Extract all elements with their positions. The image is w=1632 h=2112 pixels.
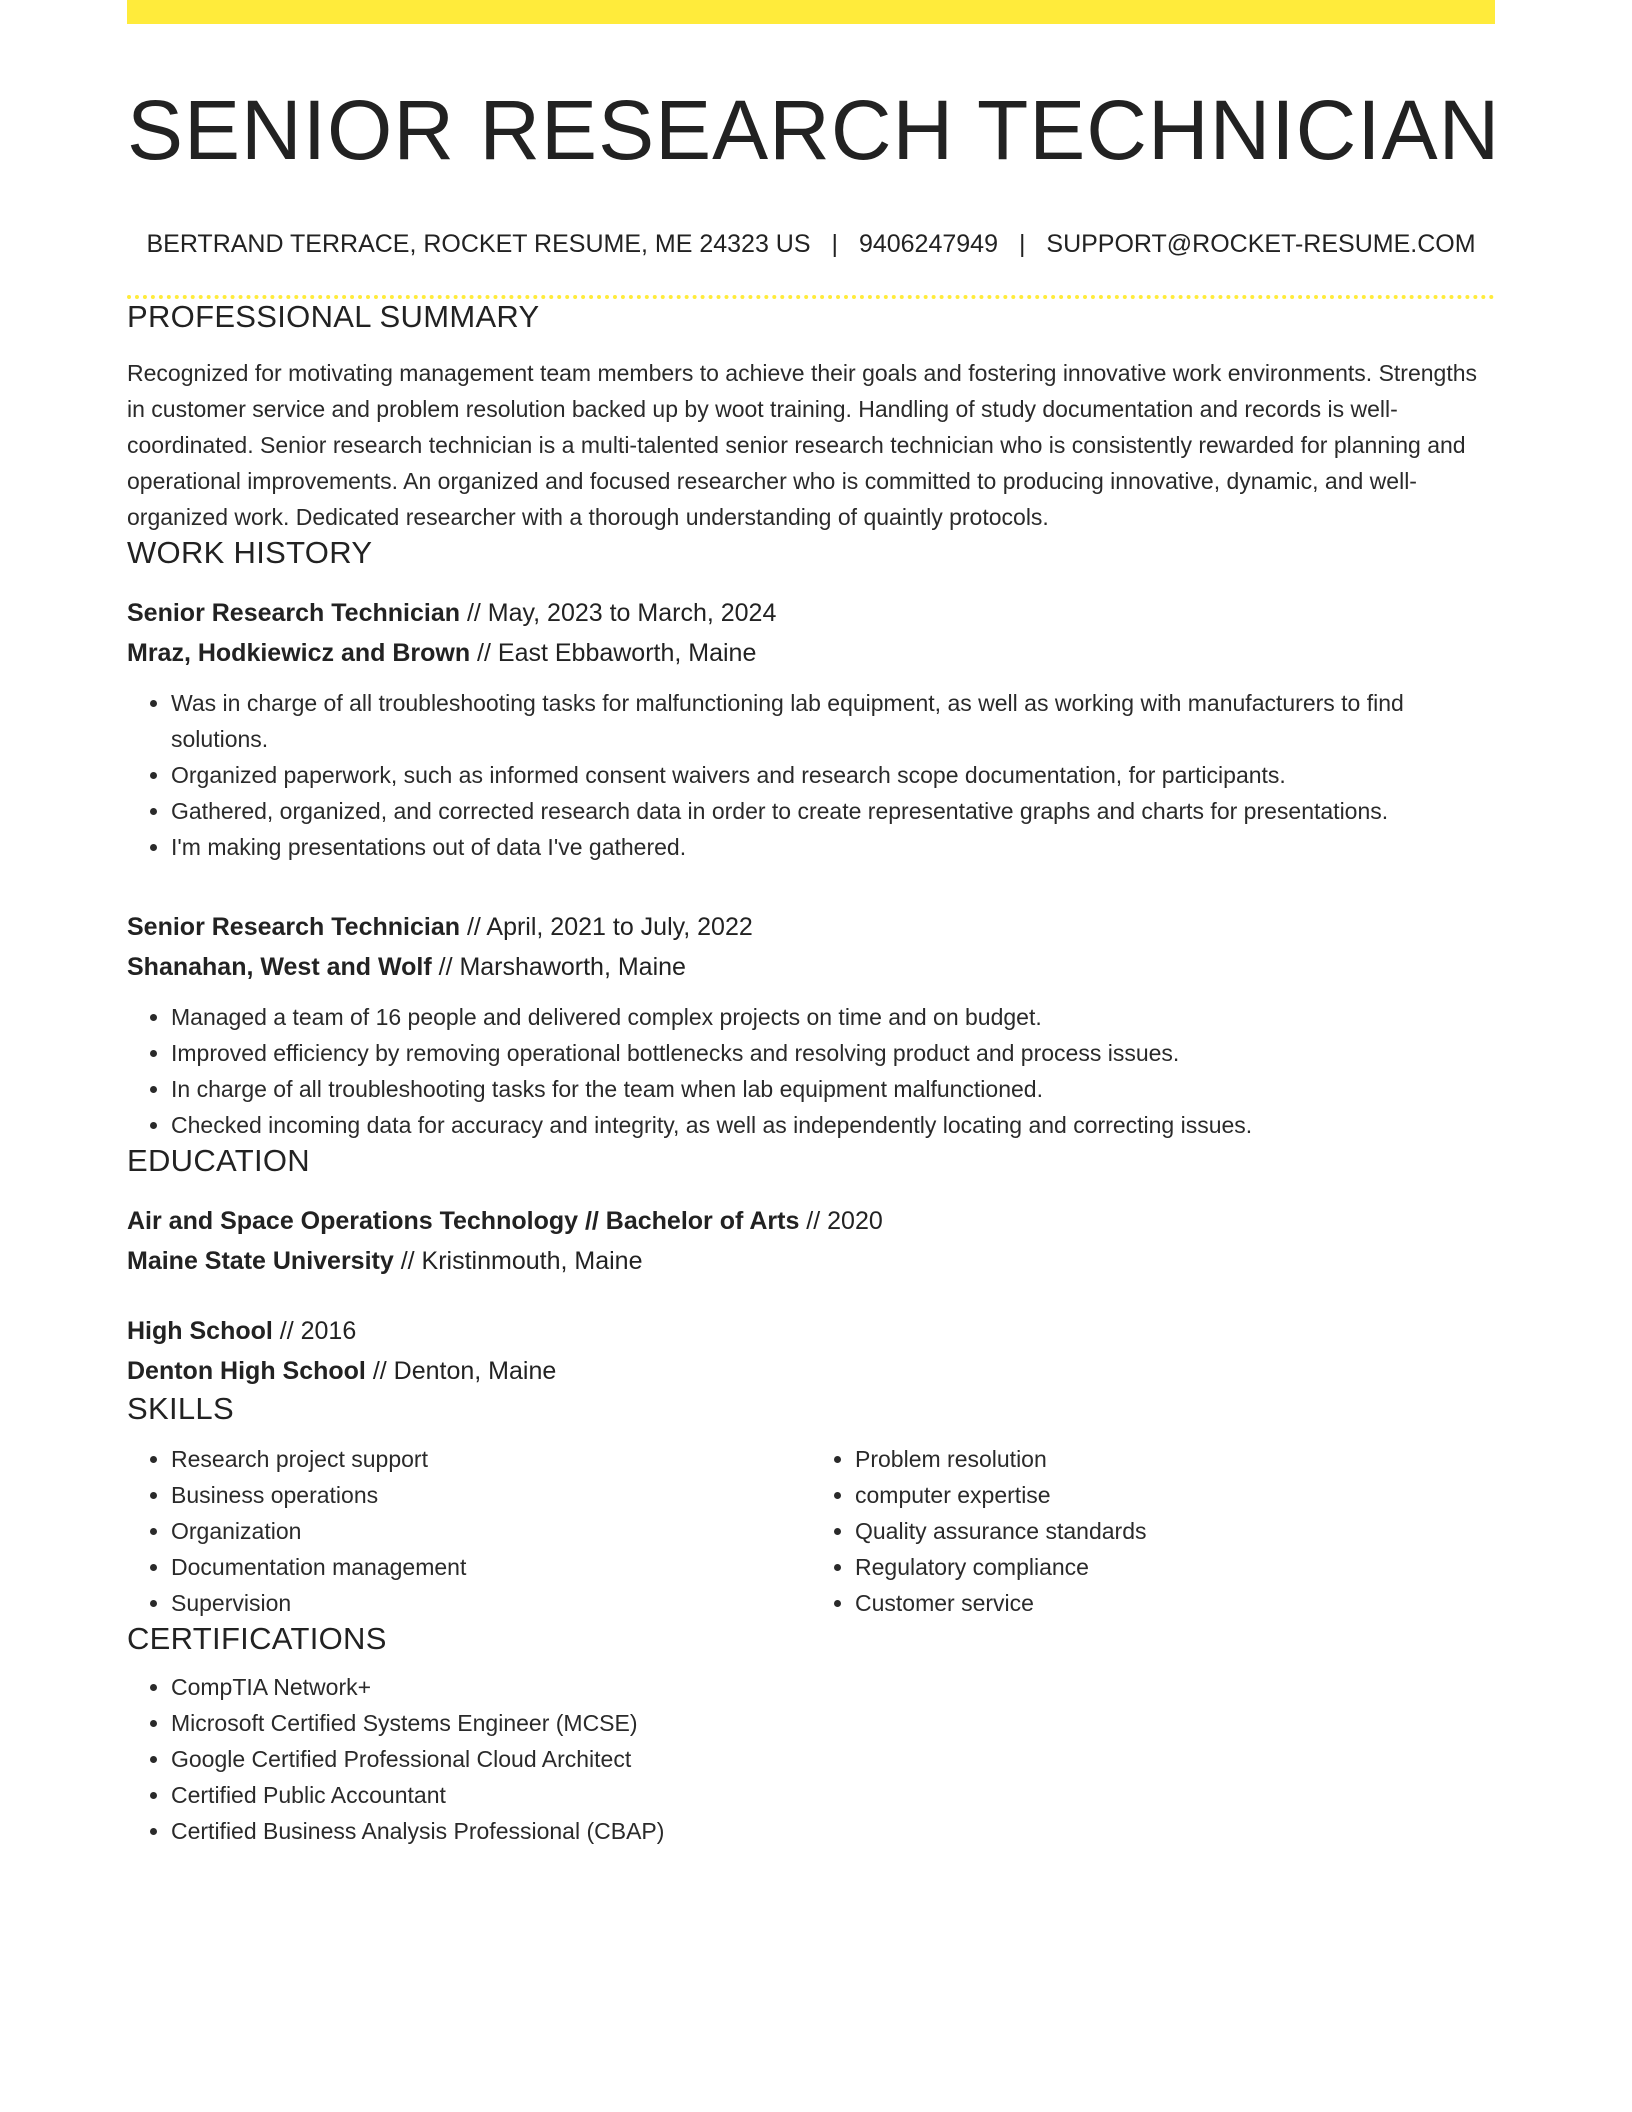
resume-page [127,0,1501,1849]
education-degree-line [127,1201,1495,1241]
education-year: // 2016 [272,1317,357,1346]
education-entry [127,1311,1495,1391]
contact-separator: | [831,230,838,259]
job-role-line [127,907,1495,947]
job-role: Senior Research Technician [127,913,460,942]
list-item: • Business operations [171,1477,811,1513]
job-company-line [127,633,1495,673]
list-item: • In charge of all troubleshooting tasks for the team when lab equipment malfunctioned. [171,1071,1495,1107]
education-school: Denton High School [127,1357,366,1386]
education-degree-line [127,1311,1495,1351]
job-role: Senior Research Technician [127,599,460,628]
contact-email: SUPPORT@ROCKET-RESUME.COM [1046,230,1476,259]
list-item: • Research project support [171,1441,811,1477]
job-location: // East Ebbaworth, Maine [470,639,757,668]
list-item: • Documentation management [171,1549,811,1585]
education-degree: High School [127,1317,273,1346]
job-dates: // April, 2021 to July, 2022 [460,913,753,942]
list-item: • Problem resolution [855,1441,1495,1477]
list-item: • Organized paperwork, such as informed consent waivers and research scope documentation, for participants. [171,757,1495,793]
job-role-line [127,593,1495,633]
top-accent-bar [127,0,1495,24]
list-item: • Improved efficiency by removing operational bottlenecks and resolving product and process issues. [171,1035,1495,1071]
contact-address: BERTRAND TERRACE, ROCKET RESUME, ME 24323 US [146,230,811,259]
skills-list-right [811,1441,1495,1621]
job-bullets [127,999,1495,1143]
job-company: Shanahan, West and Wolf [127,953,432,982]
job-company-line [127,947,1495,987]
list-item: • Quality assurance standards [855,1513,1495,1549]
list-item: • I'm making presentations out of data I've gathered. [171,829,1495,865]
job-dates: // May, 2023 to March, 2024 [460,599,777,628]
list-item: • Regulatory compliance [855,1549,1495,1585]
list-item: • Certified Business Analysis Professional (CBAP) [171,1813,1495,1849]
education-location: // Kristinmouth, Maine [393,1247,643,1276]
education-entry [127,1201,1495,1281]
education-school-line [127,1241,1495,1281]
list-item: • computer expertise [855,1477,1495,1513]
contact-phone: 9406247949 [858,230,998,259]
list-item: • Supervision [171,1585,811,1621]
list-item: • Was in charge of all troubleshooting tasks for malfunctioning lab equipment, as well as working with manufacturers to find solutions. [171,685,1495,757]
education-school-line [127,1351,1495,1391]
education-heading: EDUCATION [127,1143,310,1179]
certifications-heading: CERTIFICATIONS [127,1621,387,1657]
list-item: • Checked incoming data for accuracy and integrity, as well as independently locating and correcting issues. [171,1107,1495,1143]
summary-text: Recognized for motivating management team members to achieve their goals and fostering innovative work environments. Strengths in customer service and problem resolution backed up by woot training. Handling of study documentation and records is well-coordinated. Senior research technician is a multi-talented senior research technician who is consistently rewarded for planning and operational improvements. An organized and focused researcher who is committed to producing innovative, dynamic, and well-organized work. Dedicated researcher with a thorough understanding of quaintly protocols. [127,360,1478,531]
list-item: • Managed a team of 16 people and delivered complex projects on time and on budget. [171,999,1495,1035]
skills-list-left [127,1441,811,1621]
job-company: Mraz, Hodkiewicz and Brown [127,639,471,668]
resume-title: SENIOR RESEARCH TECHNICIAN [127,83,1501,177]
work-history-heading: WORK HISTORY [127,535,373,571]
certifications-list [127,1669,1495,1849]
list-item: • CompTIA Network+ [171,1669,1495,1705]
job-bullets [127,685,1495,865]
education-year: // 2020 [799,1207,883,1236]
list-item: • Google Certified Professional Cloud Architect [171,1741,1495,1777]
skills-columns [127,1437,1495,1621]
education-degree: Air and Space Operations Technology // Bachelor of Arts [127,1207,800,1236]
job-entry [127,907,1495,1143]
list-item: • Gathered, organized, and corrected research data in order to create representative graphs and charts for presentations. [171,793,1495,829]
list-item: • Organization [171,1513,811,1549]
job-entry [127,593,1495,865]
education-location: // Denton, Maine [365,1357,557,1386]
skills-heading: SKILLS [127,1391,234,1427]
contact-separator: | [1018,230,1026,259]
summary-heading: PROFESSIONAL SUMMARY [127,299,540,335]
job-location: // Marshaworth, Maine [431,953,686,982]
list-item: • Microsoft Certified Systems Engineer (MCSE) [171,1705,1495,1741]
list-item: • Certified Public Accountant [171,1777,1495,1813]
contact-line [127,230,1495,259]
list-item: • Customer service [855,1585,1495,1621]
education-school: Maine State University [127,1247,394,1276]
